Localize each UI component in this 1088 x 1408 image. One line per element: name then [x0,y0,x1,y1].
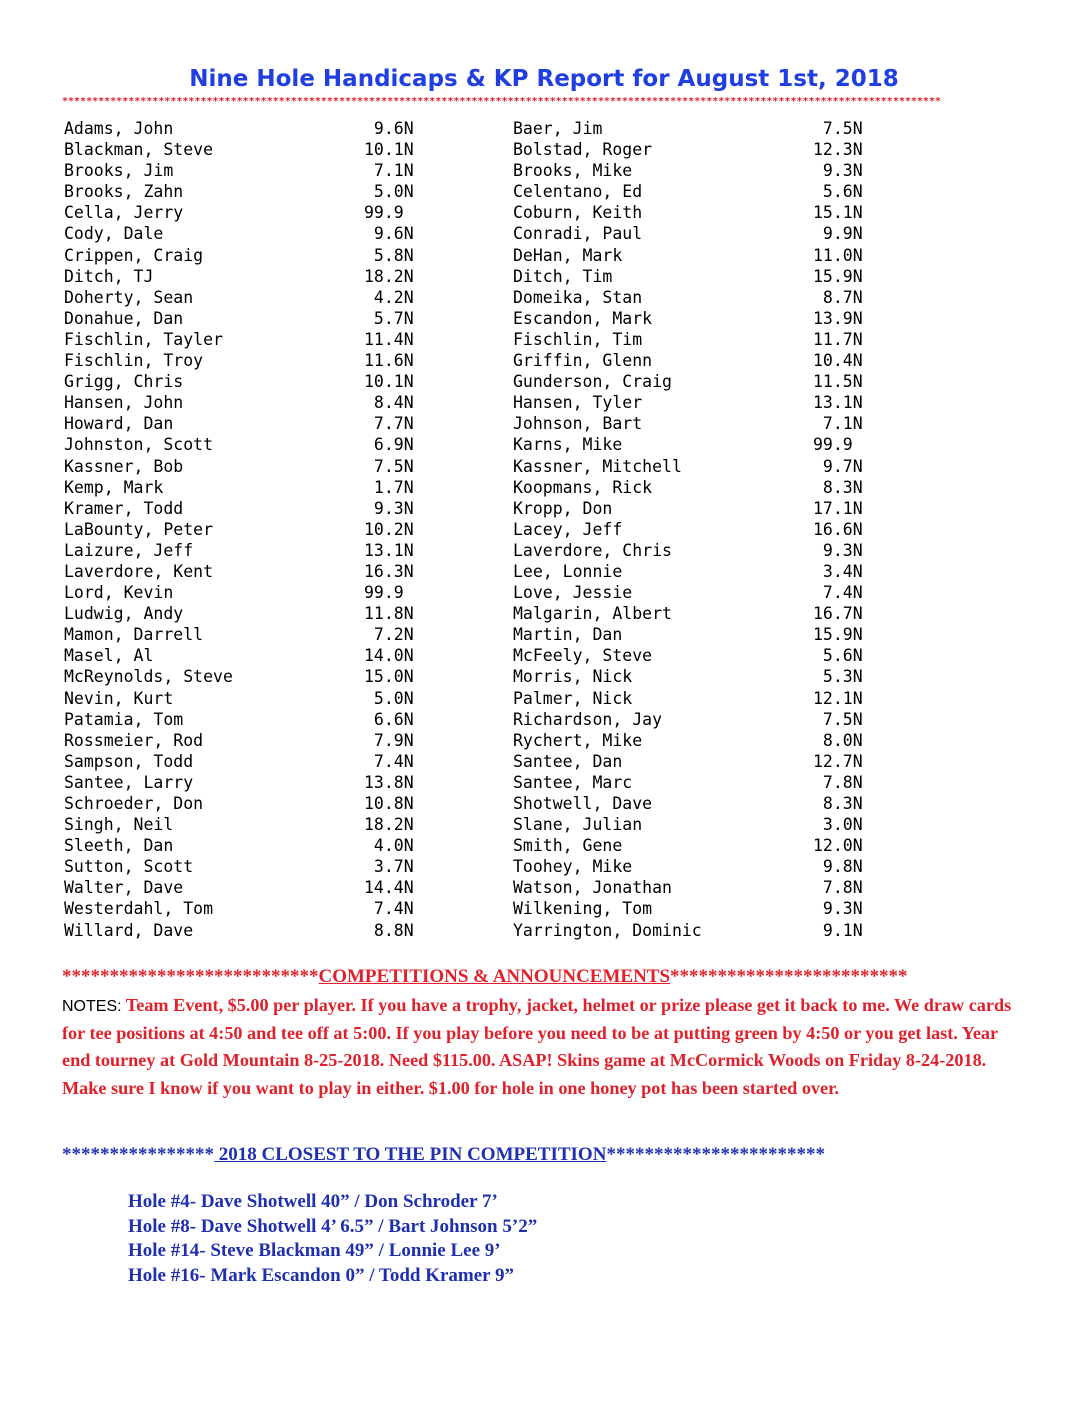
player-row [513,245,863,266]
player-name: Santee, Larry [64,772,194,792]
player-row [513,350,863,371]
player-name: Howard, Dan [64,414,174,434]
player-row [64,350,414,371]
player-name: Baer, Jim [513,119,603,138]
player-name: Crippen, Craig [64,245,204,265]
player-name: McFeely, Steve [513,646,653,666]
player-row [513,645,863,666]
player-handicap: 7.4N [813,583,863,603]
player-row [64,856,414,877]
player-name: Kramer, Todd [64,498,184,518]
player-row [64,898,414,919]
player-name: Cody, Dale [64,224,164,244]
player-handicap: 11.5N [813,372,863,392]
player-name: Wilkening, Tom [513,899,653,919]
player-name: Santee, Dan [513,751,623,771]
player-handicap: 18.2N [364,266,414,286]
player-row [64,371,414,392]
player-handicap: 99.9 [364,203,404,223]
player-row [513,519,863,540]
player-name: Hansen, John [64,393,184,413]
player-name: Griffin, Glenn [513,351,653,371]
player-name: Patamia, Tom [64,709,184,729]
stars: *************************** [62,966,319,987]
player-row [64,751,414,772]
player-row [64,477,414,498]
player-handicap: 3.0N [813,815,863,835]
player-handicap: 10.1N [364,140,414,160]
player-name: Sampson, Todd [64,751,194,771]
handicap-column-right [513,118,863,941]
player-handicap: 14.4N [364,878,414,898]
player-name: Laverdore, Kent [64,561,214,581]
player-row [513,920,863,941]
player-row [64,730,414,751]
player-name: Shotwell, Dave [513,794,653,813]
player-name: Fischlin, Tayler [64,329,223,349]
player-name: Brooks, Mike [513,161,633,181]
player-name: Sutton, Scott [64,857,194,877]
player-handicap: 12.1N [813,688,863,708]
player-row [64,456,414,477]
player-name: Nevin, Kurt [64,688,174,708]
player-handicap: 13.1N [813,393,863,413]
player-name: Martin, Dan [513,625,623,645]
stars: ************************* [670,966,908,987]
player-handicap: 10.8N [364,794,414,813]
player-row [64,202,404,223]
player-row [513,139,863,160]
player-row [513,709,863,730]
player-handicap: 1.7N [364,477,414,497]
player-row [513,666,863,687]
player-row [513,498,863,519]
ctp-results [128,1190,537,1288]
player-row [64,645,414,666]
player-name: Laizure, Jeff [64,540,194,560]
ctp-hole-result: Hole #8- Dave Shotwell 4’ 6.5” / Bart Johnson 5’2” [128,1215,538,1237]
player-name: Toohey, Mike [513,857,633,877]
player-name: McReynolds, Steve [64,667,233,687]
player-row [513,772,863,793]
player-name: Ditch, Tim [513,266,613,286]
player-row [64,772,414,793]
player-handicap: 9.1N [813,920,863,940]
player-handicap: 5.8N [364,245,414,265]
player-row [64,160,414,181]
player-name: Johnston, Scott [64,435,214,455]
player-name: Blackman, Steve [64,140,214,160]
player-handicap: 99.9 [364,583,404,603]
player-row [64,561,414,582]
player-row [64,603,414,624]
player-row [513,413,863,434]
player-handicap: 8.8N [364,920,414,940]
player-handicap: 7.1N [813,414,863,434]
player-row [513,624,863,645]
stars: *********************** [606,1144,825,1165]
player-row [64,666,414,687]
player-row [64,329,414,350]
player-row [64,287,414,308]
divider-stars: ************************************************************************************************************************************************** [62,96,941,107]
player-name: Ludwig, Andy [64,604,184,624]
player-handicap: 7.4N [364,899,414,919]
player-row [513,540,863,561]
player-row [513,371,863,392]
player-row [513,223,863,244]
player-handicap: 5.7N [364,308,414,328]
player-name: Adams, John [64,119,174,138]
player-handicap: 9.6N [364,224,414,244]
player-name: Domeika, Stan [513,287,643,307]
player-name: Karns, Mike [513,435,623,455]
player-handicap: 9.7N [813,456,863,476]
ctp-hole-result: Hole #16- Mark Escandon 0” / Todd Kramer 9” [128,1264,515,1286]
player-name: Mamon, Darrell [64,625,204,645]
player-row [64,413,414,434]
player-row [513,603,863,624]
player-row [513,877,863,898]
player-row [64,624,414,645]
player-handicap: 7.8N [813,878,863,898]
player-name: Yarrington, Dominic [513,920,702,940]
player-name: Lacey, Jeff [513,519,623,539]
player-name: LaBounty, Peter [64,519,214,539]
player-handicap: 13.1N [364,540,414,560]
player-name: Bolstad, Roger [513,140,653,160]
player-name: Slane, Julian [513,815,643,835]
player-handicap: 4.0N [364,836,414,856]
player-name: Kassner, Mitchell [513,456,682,476]
player-handicap: 5.0N [364,182,414,202]
player-row [513,793,863,814]
ctp-hole-result: Hole #14- Steve Blackman 49” / Lonnie Lee 9’ [128,1240,501,1261]
player-handicap: 8.3N [813,477,863,497]
player-handicap: 7.5N [364,456,414,476]
player-name: Westerdahl, Tom [64,899,214,919]
player-name: Brooks, Jim [64,161,174,181]
player-handicap: 6.9N [364,435,414,455]
player-row [64,308,414,329]
player-name: Santee, Marc [513,772,633,792]
notes-text: Team Event, $5.00 per player. If you have a trophy, jacket, helmet or prize please get it back to me. We draw cards for tee positions at 4:50 and tee off at 5:00. If you play before you need to be at putting green by 4:50 or you get last. Year end tourney at Gold Mountain 8-25-2018. Need $115.00. ASAP! Skins game at McCormick Woods on Friday 8-24-2018. Make sure I know if you want to play in either. $1.00 for hole in one honey pot has been started over. [62,995,1012,1098]
player-row [513,688,863,709]
player-handicap: 9.3N [364,498,414,518]
player-name: Hansen, Tyler [513,393,643,413]
player-handicap: 5.0N [364,688,414,708]
player-handicap: 5.6N [813,646,863,666]
player-handicap: 9.3N [813,161,863,181]
competitions-title: COMPETITIONS & ANNOUNCEMENTS [318,966,671,987]
player-row [513,392,863,413]
player-row [513,561,863,582]
player-handicap: 16.6N [813,519,863,539]
player-handicap: 5.3N [813,667,863,687]
player-name: Walter, Dave [64,878,184,898]
player-handicap: 10.2N [364,519,414,539]
player-row [64,920,414,941]
player-name: Ditch, TJ [64,266,154,286]
player-handicap: 15.1N [813,203,863,223]
player-name: Sleeth, Dan [64,836,174,856]
player-handicap: 11.4N [364,329,414,349]
player-handicap: 11.0N [813,245,863,265]
player-handicap: 7.1N [364,161,414,181]
player-handicap: 9.9N [813,224,863,244]
player-row [64,245,414,266]
player-row [513,202,863,223]
player-handicap: 8.0N [813,730,863,750]
player-name: Grigg, Chris [64,372,184,392]
player-row [64,118,414,139]
player-handicap: 15.9N [813,266,863,286]
player-name: Richardson, Jay [513,709,663,729]
ctp-heading [62,1144,962,1166]
player-handicap: 14.0N [364,646,414,666]
stars: **************** [62,1144,214,1165]
player-row [64,709,414,730]
player-handicap: 8.3N [813,794,863,813]
player-handicap: 8.7N [813,287,863,307]
player-name: Schroeder, Don [64,794,204,813]
player-row [64,266,414,287]
player-name: Malgarin, Albert [513,604,672,624]
player-row [513,160,863,181]
player-handicap: 3.4N [813,561,863,581]
player-handicap: 7.4N [364,751,414,771]
player-row [513,181,863,202]
competitions-heading [62,966,1022,988]
player-handicap: 15.0N [364,667,414,687]
player-handicap: 7.2N [364,625,414,645]
player-handicap: 5.6N [813,182,863,202]
player-handicap: 13.8N [364,772,414,792]
player-row [513,266,863,287]
player-row [64,139,414,160]
player-name: Singh, Neil [64,815,174,835]
player-row [513,287,863,308]
player-row [64,392,414,413]
player-name: Fischlin, Tim [513,329,643,349]
player-handicap: 3.7N [364,857,414,877]
handicap-column-left [64,118,414,941]
player-row [513,898,863,919]
player-name: Watson, Jonathan [513,878,672,898]
player-row [513,456,863,477]
player-handicap: 8.4N [364,393,414,413]
player-handicap: 9.8N [813,857,863,877]
player-name: Cella, Jerry [64,203,184,223]
player-name: Brooks, Zahn [64,182,184,202]
player-handicap: 13.9N [813,308,863,328]
player-row [64,498,414,519]
player-name: DeHan, Mark [513,245,623,265]
player-row [513,814,863,835]
player-name: Fischlin, Troy [64,351,204,371]
player-row [513,329,863,350]
player-handicap: 12.3N [813,140,863,160]
player-handicap: 15.9N [813,625,863,645]
player-name: Rychert, Mike [513,730,643,750]
player-handicap: 4.2N [364,287,414,307]
player-handicap: 7.5N [813,709,863,729]
player-handicap: 16.7N [813,604,863,624]
player-handicap: 10.1N [364,372,414,392]
player-row [64,835,414,856]
player-name: Willard, Dave [64,920,194,940]
player-row [513,308,863,329]
player-handicap: 17.1N [813,498,863,518]
player-name: Kassner, Bob [64,456,184,476]
player-name: Love, Jessie [513,583,633,603]
player-handicap: 11.7N [813,329,863,349]
player-name: Lord, Kevin [64,583,174,603]
player-handicap: 7.7N [364,414,414,434]
player-name: Johnson, Bart [513,414,643,434]
player-row [64,223,414,244]
player-name: Kemp, Mark [64,477,164,497]
player-row [64,814,414,835]
player-handicap: 11.6N [364,351,414,371]
player-handicap: 18.2N [364,815,414,835]
player-handicap: 16.3N [364,561,414,581]
player-row [64,540,414,561]
player-name: Kropp, Don [513,498,613,518]
player-handicap: 9.3N [813,899,863,919]
player-name: Rossmeier, Rod [64,730,204,750]
player-name: Celentano, Ed [513,182,643,202]
player-name: Donahue, Dan [64,308,184,328]
player-name: Escandon, Mark [513,308,653,328]
notes-paragraph [62,992,1027,1102]
player-row [64,793,414,814]
player-row [64,877,414,898]
player-name: Conradi, Paul [513,224,643,244]
page-title: Nine Hole Handicaps & KP Report for August 1st, 2018 [189,66,899,92]
player-row [64,434,414,455]
player-row [513,434,853,455]
player-handicap: 10.4N [813,351,863,371]
player-handicap: 7.9N [364,730,414,750]
player-handicap: 11.8N [364,604,414,624]
player-row [64,688,414,709]
player-row [513,477,863,498]
player-row [513,856,863,877]
player-handicap: 12.0N [813,836,863,856]
player-row [64,181,414,202]
player-name: Palmer, Nick [513,688,633,708]
player-handicap: 12.7N [813,751,863,771]
player-handicap: 9.6N [364,119,414,138]
player-name: Masel, Al [64,646,154,666]
player-name: Gunderson, Craig [513,372,672,392]
player-row [513,751,863,772]
player-name: Doherty, Sean [64,287,194,307]
player-name: Laverdore, Chris [513,540,672,560]
player-row [513,118,863,139]
player-handicap: 99.9 [813,435,853,455]
player-handicap: 9.3N [813,540,863,560]
player-row [513,582,863,603]
player-handicap: 7.8N [813,772,863,792]
player-name: Morris, Nick [513,667,633,687]
player-name: Smith, Gene [513,836,623,856]
player-row [513,835,863,856]
player-handicap: 7.5N [813,119,863,138]
notes-label: NOTES: [62,998,122,1015]
ctp-hole-result: Hole #4- Dave Shotwell 40” / Don Schroder 7’ [128,1191,498,1212]
player-row [513,730,863,751]
ctp-title: 2018 CLOSEST TO THE PIN COMPETITION [214,1144,607,1165]
player-name: Lee, Lonnie [513,561,623,581]
player-row [64,582,404,603]
player-handicap: 6.6N [364,709,414,729]
player-name: Koopmans, Rick [513,477,653,497]
player-row [64,519,414,540]
player-name: Coburn, Keith [513,203,643,223]
